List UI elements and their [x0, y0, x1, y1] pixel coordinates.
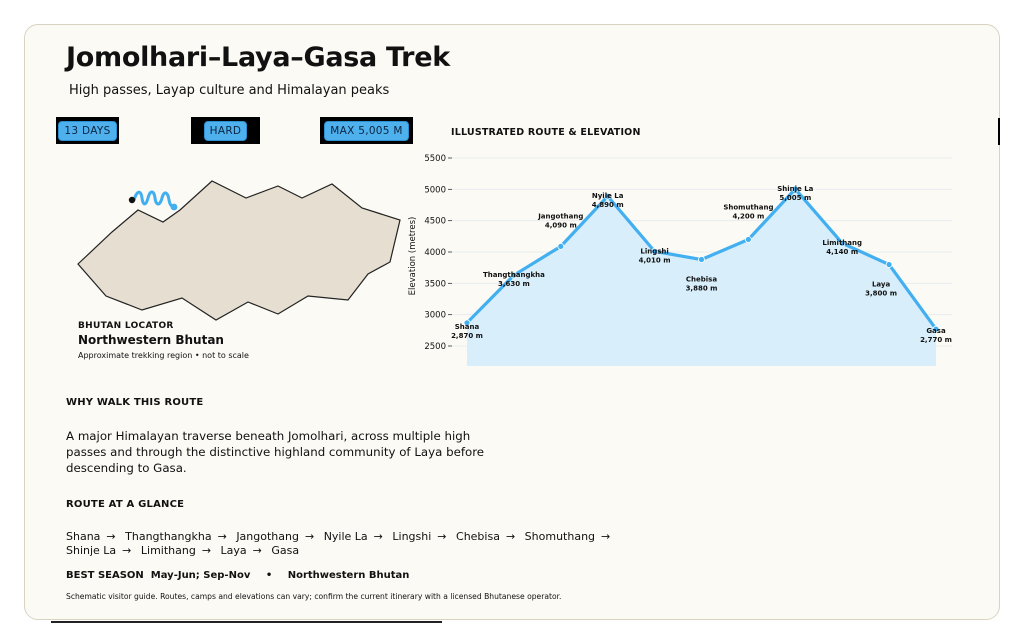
elevation-point: [886, 262, 892, 268]
route-stop: Chebisa: [456, 530, 500, 543]
locator-note: Approximate trekking region • not to scale: [78, 351, 249, 360]
point-name-label: Shomuthang: [723, 203, 774, 212]
glance-heading: ROUTE AT A GLANCE: [66, 499, 185, 510]
y-tick-label: 3500: [424, 279, 446, 290]
route-arrow: →: [601, 530, 611, 543]
route-arrow: →: [373, 530, 383, 543]
point-elevation-label: 3,630 m: [497, 280, 530, 289]
point-elevation-label: 4,090 m: [544, 221, 577, 230]
bottom-rule: [51, 621, 442, 623]
route-arrow: →: [437, 530, 447, 543]
edge-bar: [998, 118, 1000, 145]
season-line: [66, 570, 409, 581]
point-name-label: Nyile La: [591, 192, 624, 201]
route-marker-icon: [134, 192, 175, 207]
point-name-label: Jangothang: [538, 212, 584, 221]
route-stop: Shana: [66, 530, 101, 543]
route-start-dot: [129, 197, 135, 203]
elevation-point: [558, 243, 564, 249]
difficulty-badge-label: HARD: [204, 121, 248, 141]
max-elevation-badge-label: MAX 5,005 M: [324, 121, 409, 141]
point-name-label: Limithang: [822, 239, 863, 248]
page-title: Jomolhari–Laya–Gasa Trek: [66, 42, 450, 73]
route-end-dot: [171, 204, 178, 211]
route-arrow: →: [122, 544, 132, 557]
why-heading: WHY WALK THIS ROUTE: [66, 397, 204, 408]
point-elevation-label: 2,770 m: [920, 336, 952, 345]
days-badge-label: 13 DAYS: [58, 121, 116, 141]
why-text: A major Himalayan traverse beneath Jomolhari, across multiple high passes and through the distinctive highland community of Laya before descending to Gasa.: [66, 429, 485, 475]
point-elevation-label: 5,005 m: [779, 194, 812, 203]
route-list: [66, 530, 646, 558]
y-tick-label: 5000: [424, 185, 446, 196]
difficulty-badge: [191, 117, 260, 144]
season-value: May-Jun; Sep-Nov: [150, 570, 251, 581]
point-name-label: Shinje La: [777, 185, 814, 194]
elevation-point: [745, 236, 751, 242]
route-arrow: →: [106, 530, 116, 543]
point-name-label: Gasa: [926, 327, 946, 336]
route-arrow: →: [304, 530, 315, 543]
route-stop: Gasa: [271, 544, 300, 557]
elevation-chart: [400, 146, 960, 370]
y-tick-label: 4500: [424, 216, 446, 227]
route-stop: Jangothang: [236, 530, 299, 543]
bhutan-locator-map: [70, 170, 410, 322]
route-stop: Thangthangkha: [125, 530, 212, 543]
bhutan-outline: [78, 181, 400, 320]
max-elevation-badge: [320, 117, 413, 144]
disclaimer: Schematic visitor guide. Routes, camps and elevations can vary; confirm the current itinerary with a licensed Bhutanese operator.: [66, 592, 562, 601]
season-region: Northwestern Bhutan: [287, 570, 410, 581]
y-tick-label: 5500: [424, 154, 446, 164]
locator-label: BHUTAN LOCATOR: [78, 321, 174, 331]
y-tick-label: 3000: [424, 310, 446, 321]
route-stop: Shomuthang: [524, 530, 596, 543]
route-stop: Limithang: [140, 544, 196, 557]
y-tick-label: 4000: [424, 248, 446, 258]
route-stop: Nyile La: [323, 530, 368, 543]
y-axis-label: Elevation (metres): [408, 216, 418, 296]
point-name-label: Lingshi: [640, 247, 669, 256]
y-tick-label: 2500: [424, 342, 446, 352]
point-name-label: Chebisa: [685, 275, 718, 284]
point-elevation-label: 4,140 m: [826, 248, 859, 257]
point-elevation-label: 4,890 m: [591, 201, 624, 210]
chart-title: ILLUSTRATED ROUTE & ELEVATION: [451, 127, 641, 138]
point-elevation-label: 3,880 m: [685, 284, 718, 293]
point-elevation-label: 4,200 m: [732, 212, 765, 221]
point-name-label: Laya: [871, 280, 891, 289]
route-arrow: →: [217, 530, 227, 543]
point-name-label: Shana: [454, 322, 480, 331]
season-separator: •: [265, 570, 273, 581]
page-subtitle: High passes, Layap culture and Himalayan peaks: [69, 83, 390, 98]
point-elevation-label: 4,010 m: [638, 256, 671, 265]
days-badge: [56, 117, 119, 144]
route-stop: Laya: [220, 544, 247, 557]
season-label: BEST SEASON: [66, 570, 144, 581]
point-elevation-label: 2,870 m: [451, 331, 483, 340]
route-arrow: →: [505, 530, 516, 543]
route-stop: Shinje La: [66, 544, 117, 557]
elevation-point: [699, 257, 705, 263]
point-name-label: Thangthangkha: [482, 271, 545, 280]
route-arrow: →: [252, 544, 262, 557]
locator-region: Northwestern Bhutan: [78, 333, 224, 347]
route-arrow: →: [201, 544, 212, 557]
point-elevation-label: 3,800 m: [865, 289, 898, 298]
route-stop: Lingshi: [392, 530, 432, 543]
